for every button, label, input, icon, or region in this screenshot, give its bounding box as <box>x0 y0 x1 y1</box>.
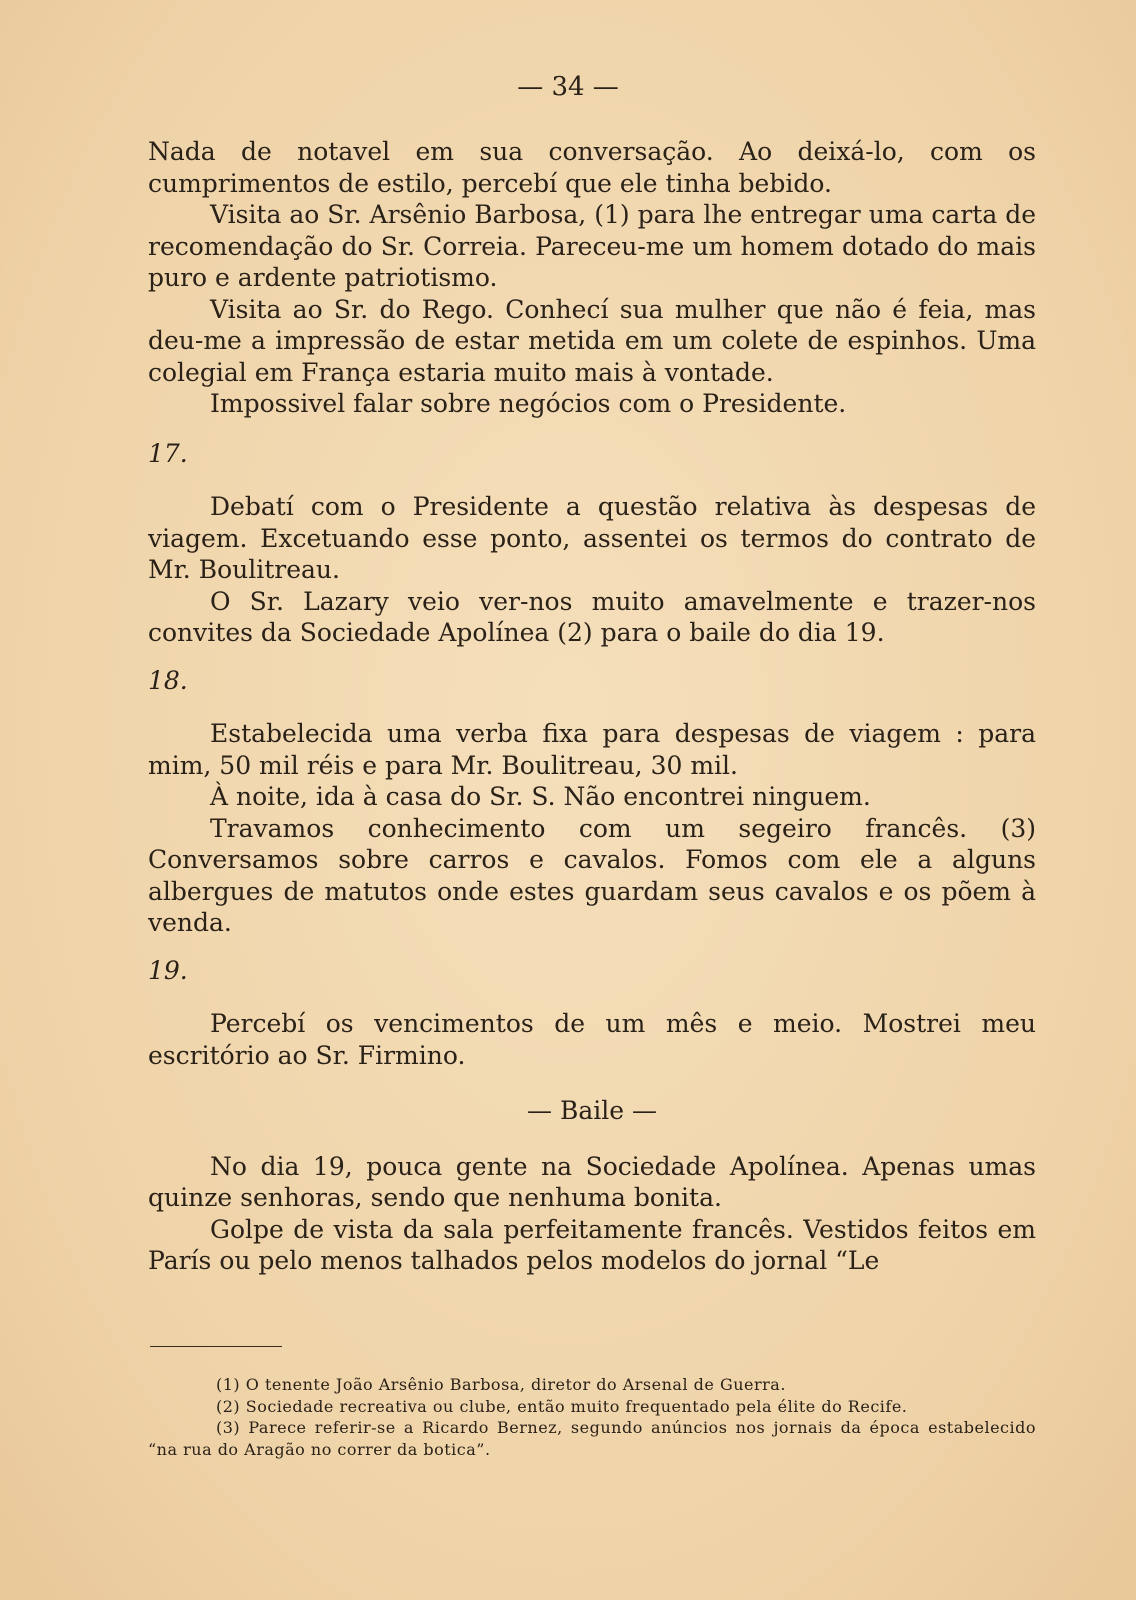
footnotes <box>148 1374 1036 1460</box>
paragraph: O Sr. Lazary veio ver-nos muito amavelmente e trazer-nos convites da Sociedade Apolínea (2) para o baile do dia 19. <box>148 586 1036 647</box>
footnote: (2) Sociedade recreativa ou clube, então muito frequentado pela élite do Recife. <box>216 1396 908 1416</box>
paragraph: Visita ao Sr. do Rego. Conhecí sua mulher que não é feia, mas deu-me a impressão de estar metida em um colete de espinhos. Uma colegial em França estaria muito mais à vontade. <box>148 294 1036 387</box>
paragraph: Estabelecida uma verba fixa para despesas de viagem : para mim, 50 mil réis e para Mr. Boulitreau, 30 mil. <box>148 719 1036 780</box>
footnote: (1) O tenente João Arsênio Barbosa, diretor do Arsenal de Guerra. <box>216 1375 786 1394</box>
paragraph: Percebí os vencimentos de um mês e meio. Mostrei meu escritório ao Sr. Firmino. <box>148 1009 1036 1070</box>
paragraph: Golpe de vista da sala perfeitamente francês. Vestidos feitos em París ou pelo menos talhados pelos modelos do jornal “Le <box>148 1214 1036 1275</box>
paragraph: Debatí com o Presidente a questão relativa às despesas de viagem. Excetuando esse ponto, assentei os termos do contrato de Mr. Boulitreau. <box>148 492 1036 584</box>
paragraph: No dia 19, pouca gente na Sociedade Apolínea. Apenas umas quinze senhoras, sendo que nenhuma bonita. <box>148 1151 1036 1212</box>
main-text <box>148 136 1036 1277</box>
footnote-divider <box>150 1346 282 1347</box>
paragraph: Visita ao Sr. Arsênio Barbosa, (1) para lhe entregar uma carta de recomendação do Sr. Correia. Pareceu-me um homem dotado do mais puro e ardente patriotismo. <box>148 200 1036 292</box>
paragraph: Travamos conhecimento com um segeiro francês. (3) Conversamos sobre carros e cavalos. Fomos com ele a alguns albergues de matutos onde estes guardam seus cavalos e os põem à venda. <box>148 813 1036 937</box>
date-heading-18: 18. <box>148 665 188 695</box>
footnote: (3) Parece referir-se a Ricardo Bernez, segundo anúncios nos jornais da época estabelecido “na rua do Aragão no correr da botica”. <box>148 1418 1036 1459</box>
date-heading-19: 19. <box>148 955 188 985</box>
paragraph: Impossivel falar sobre negócios com o Presidente. <box>210 389 847 418</box>
date-heading-17: 17. <box>148 438 188 468</box>
page-number: — 34 — <box>517 72 619 102</box>
paragraph: À noite, ida à casa do Sr. S. Não encontrei ninguem. <box>210 782 871 811</box>
paragraph: Nada de notavel em sua conversação. Ao deixá-lo, com os cumprimentos de estilo, percebí que ele tinha bebido. <box>148 137 1036 198</box>
section-title: — Baile — <box>527 1096 657 1125</box>
